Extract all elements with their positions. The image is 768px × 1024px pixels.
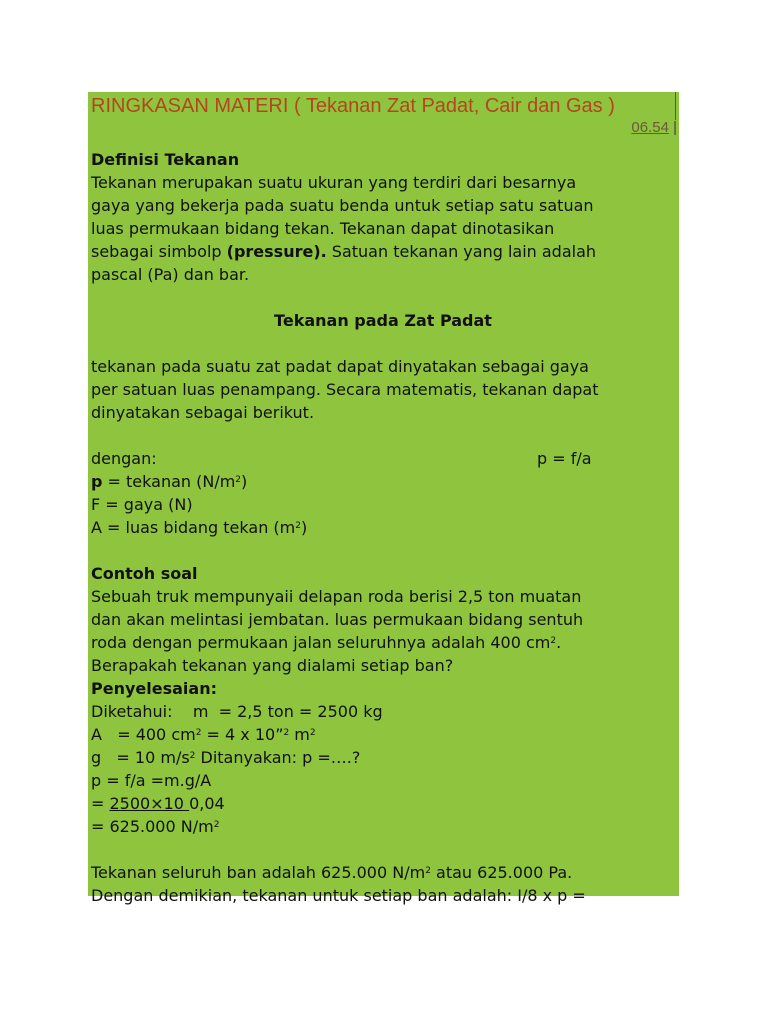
solution-text: m <box>289 725 310 744</box>
solution-line: Diketahui: m = 2,5 ton = 2500 kg <box>91 702 383 721</box>
conclusion-line: Dengan demikian, tekanan untuk setiap ban adalah: I/8 x p = <box>91 886 586 905</box>
conclusion-text: Tekanan seluruh ban adalah 625.000 N/m <box>91 863 426 882</box>
zat-padat-line: tekanan pada suatu zat padat dapat dinyatakan sebagai gaya <box>91 357 589 376</box>
solution-line: p = f/a =m.g/A <box>91 771 212 790</box>
definisi-line: gaya yang bekerja pada suatu benda untuk setiap satu satuan <box>91 196 594 215</box>
post-time-row <box>631 118 677 138</box>
exponent: 2 <box>295 521 301 531</box>
variable-p-close: ) <box>241 472 248 491</box>
variable-p-text: = tekanan (N/m <box>102 472 236 491</box>
variable-p-symbol: p <box>91 472 103 491</box>
solution-text: A = 400 cm <box>91 725 196 744</box>
penyelesaian-heading: Penyelesaian: <box>91 679 217 698</box>
pressure-formula: p = f/a <box>537 449 592 468</box>
formula-line <box>91 447 675 470</box>
zat-padat-line: per satuan luas penampang. Secara matematis, tekanan dapat <box>91 380 599 399</box>
article-body <box>91 148 675 907</box>
exponent: 2 <box>213 820 220 830</box>
conclusion-text: atau 625.000 Pa. <box>430 863 573 882</box>
exponent: 2 <box>550 636 557 646</box>
definisi-text: sebagai simbolp <box>91 242 227 261</box>
pressure-term: (pressure). <box>226 242 327 261</box>
zat-padat-heading: Tekanan pada Zat Padat <box>274 311 492 330</box>
variable-a <box>91 516 675 539</box>
definisi-heading: Definisi Tekanan <box>91 150 240 169</box>
solution-text: g = 10 m/s <box>91 748 190 767</box>
contoh-text: . <box>556 633 562 652</box>
exponent: 2 <box>283 728 290 738</box>
contoh-line: Berapakah tekanan yang dialami setiap ban? <box>91 656 454 675</box>
solution-text: = 625.000 N/m <box>91 817 214 836</box>
variable-a-close: ) <box>300 518 308 537</box>
solution-line <box>91 723 675 746</box>
exponent: 2 <box>189 751 196 761</box>
zat-padat-line: dinyatakan sebagai berikut. <box>91 403 315 422</box>
dengan-label: dengan: <box>91 449 157 468</box>
contoh-text: roda dengan permukaan jalan seluruhnya adalah 400 cm <box>91 633 551 652</box>
definisi-line <box>91 240 675 263</box>
contoh-line: Sebuah truk mempunyaii delapan roda berisi 2,5 ton muatan <box>91 587 582 606</box>
contoh-line: dan akan melintasi jembatan. luas permukaan bidang sentuh <box>91 610 584 629</box>
exponent: 2 <box>309 728 316 738</box>
solution-line <box>91 792 675 815</box>
page-title: RINGKASAN MATERI ( Tekanan Zat Padat, Cair dan Gas ) <box>91 95 615 117</box>
contoh-line <box>91 631 675 654</box>
solution-line <box>91 746 675 769</box>
solution-text: Ditanyakan: p =….? <box>195 748 361 767</box>
solution-line <box>91 815 675 838</box>
exponent: 2 <box>235 475 242 485</box>
solution-text: = 4 x 10” <box>201 725 284 744</box>
contoh-heading: Contoh soal <box>91 564 198 583</box>
post-time-link[interactable]: 06.54 <box>631 119 669 136</box>
definisi-line: pascal (Pa) dan bar. <box>91 265 250 284</box>
fraction-numerator: 2500×10 <box>109 794 190 813</box>
definisi-line: Tekanan merupakan suatu ukuran yang terdiri dari besarnya <box>91 173 577 192</box>
variable-a-text: A = luas bidang tekan (m <box>91 518 296 537</box>
solution-text: = <box>91 794 110 813</box>
conclusion-line <box>91 861 675 884</box>
definisi-text: Satuan tekanan yang lain adalah <box>326 242 597 261</box>
exponent: 2 <box>425 866 431 876</box>
variable-f: F = gaya (N) <box>91 495 193 514</box>
definisi-line: luas permukaan bidang tekan. Tekanan dapat dinotasikan <box>91 219 555 238</box>
variable-p <box>91 470 675 493</box>
time-separator: | <box>673 119 677 136</box>
exponent: 2 <box>195 728 202 738</box>
fraction-denominator: 0,04 <box>189 794 225 813</box>
